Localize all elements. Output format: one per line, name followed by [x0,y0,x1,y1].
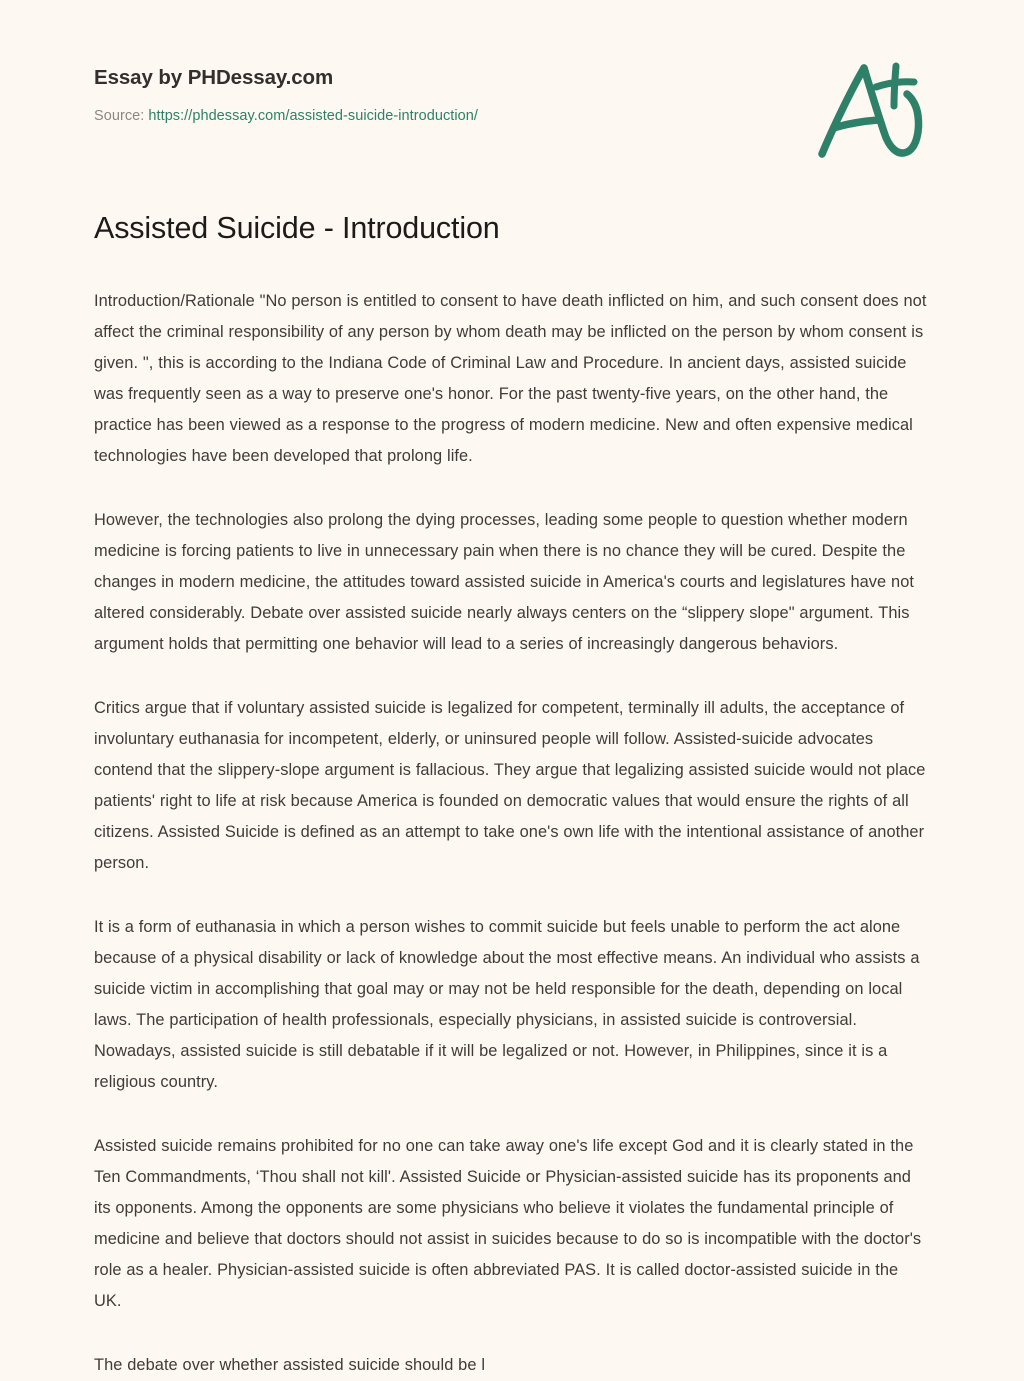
paragraph: It is a form of euthanasia in which a person wishes to commit suicide but feels unable to perform the act alone because of a physical disability or lack of knowledge about the most effective means. An individual who assists a suicide victim in accomplishing that goal may or may not be held responsible for the death, depending on local laws. The participation of health professionals, especially physicians, in assisted suicide is controversial. Nowadays, assisted suicide is still debatable if it will be legalized or not. However, in Philippines, since it is a religious country. [94,917,920,1091]
page-header [94,0,930,125]
paragraph-truncated: The debate over whether assisted suicide should be l [94,1355,486,1374]
source-url-link[interactable]: https://phdessay.com/assisted-suicide-introduction/ [148,107,478,124]
a-plus-logo-icon [812,52,930,164]
paragraph: Assisted suicide remains prohibited for no one can take away one's life except God and it is clearly stated in the Ten Commandments, ‘Thou shall not kill'. Assisted Suicide or Physician-assisted suicide has its proponents and its opponents. Among the opponents are some physicians who believe it violates the fundamental principle of medicine and believe that doctors should not assist in suicides because to do so is incompatible with the doctor's role as a healer. Physician-assisted suicide is often abbreviated PAS. It is called doctor-assisted suicide in the UK. [94,1136,922,1310]
page-title: Assisted Suicide - Introduction [94,211,500,246]
paragraph: Critics argue that if voluntary assisted suicide is legalized for competent, terminally ill adults, the acceptance of involuntary euthanasia for incompetent, elderly, or uninsured people will follow. Assisted-suicide advocates contend that the slippery-slope argument is fallacious. They argue that legalizing assisted suicide would not place patients' right to life at risk because America is founded on democratic values that would ensure the rights of all citizens. Assisted Suicide is defined as an attempt to take one's own life with the intentional assistance of another person. [94,698,926,872]
essay-body [94,248,930,1381]
brand-title: Essay by PHDessay.com [94,66,334,89]
source-label: Source: [94,107,145,124]
paragraph: Introduction/Rationale "No person is entitled to consent to have death inflicted on him, and such consent does not affect the criminal responsibility of any person by whom death may be inflicted on the person by whom consent is given. ", this is according to the Indiana Code of Criminal Law and Procedure. In ancient days, assisted suicide was frequently seen as a way to preserve one's honor. For the past twenty-five years, on the other hand, the practice has been viewed as a response to the progress of modern medicine. New and often expensive medical technologies have been developed that prolong life. [94,291,927,465]
paragraph: However, the technologies also prolong the dying processes, leading some people to question whether modern medicine is forcing patients to live in unnecessary pain when there is no chance they will be cured. Despite the changes in modern medicine, the attitudes toward assisted suicide in America's courts and legislatures have not altered considerably. Debate over assisted suicide nearly always centers on the “slippery slope" argument. This argument holds that permitting one behavior will lead to a series of increasingly dangerous behaviors. [94,510,915,653]
source-line [94,107,930,126]
